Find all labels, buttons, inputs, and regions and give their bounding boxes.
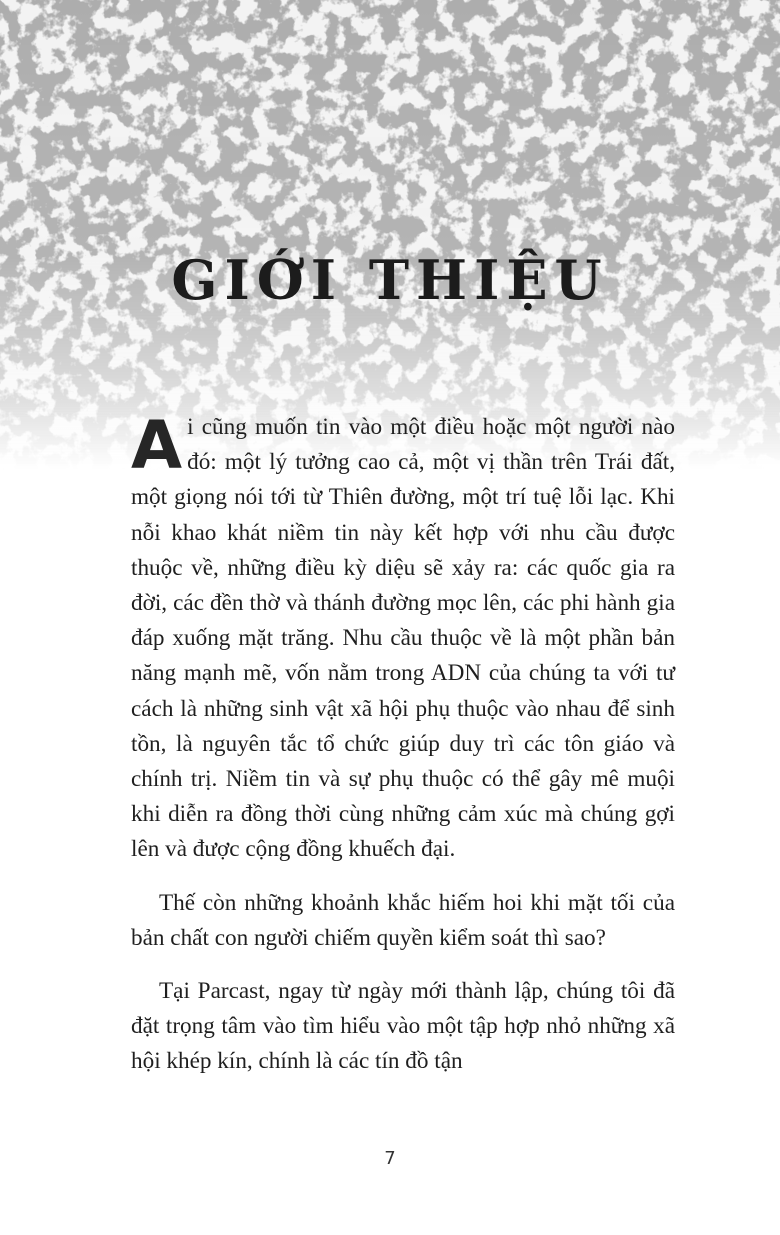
- page-number: 7: [384, 1148, 396, 1169]
- paragraph-text: i cũng muốn tin vào một điều hoặc một người nào đó: một lý tưởng cao cả, một vị thần trên Trái đất, một giọng nói tới từ Thiên đường, một trí tuệ lỗi lạc. Khi nỗi khao khát niềm tin này kết hợp với nhu cầu được thuộc về, những điều kỳ diệu sẽ xảy ra: các quốc gia ra đời, các đền thờ và thánh đường mọc lên, các phi hành gia đáp xuống mặt trăng. Nhu cầu thuộc về là một phần bản năng mạnh mẽ, vốn nằm trong ADN của chúng ta với tư cách là những sinh vật xã hội phụ thuộc vào nhau để sinh tồn, là nguyên tắc tổ chức giúp duy trì các tôn giáo và chính trị. Niềm tin và sự phụ thuộc có thể gây mê muội khi diễn ra đồng thời cùng những cảm xúc mà chúng gợi lên và được cộng đồng khuếch đại.: [131, 414, 675, 863]
- chapter-body: [131, 407, 675, 1098]
- paragraph: Thế còn những khoảnh khắc hiếm hoi khi mặt tối của bản chất con người chiếm quyền kiểm soát thì sao?: [131, 889, 675, 951]
- drop-cap: A: [131, 407, 183, 484]
- chapter-title: GIỚI THIỆU: [171, 248, 609, 312]
- paragraph: [131, 407, 675, 868]
- paragraph: Tại Parcast, ngay từ ngày mới thành lập, chúng tôi đã đặt trọng tâm vào tìm hiểu vào một tập hợp nhỏ những xã hội khép kín, chính là các tín đồ tận: [131, 978, 675, 1075]
- grunge-texture-background: [0, 0, 780, 470]
